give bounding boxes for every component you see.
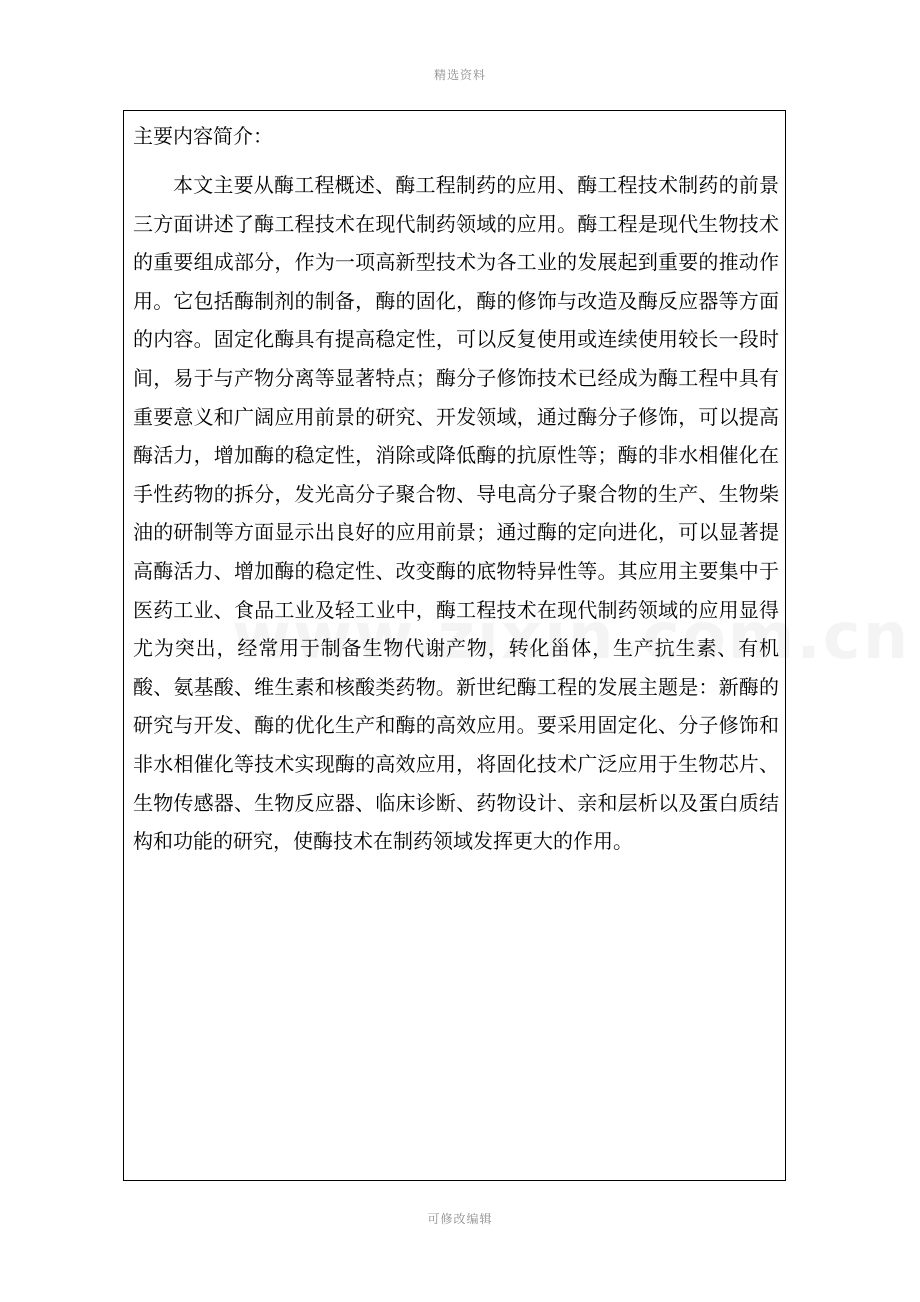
abstract-paragraph: 本文主要从酶工程概述、酶工程制药的应用、酶工程技术制药的前景三方面讲述了酶工程技术在现代制药领域的应用。酶工程是现代生物技术的重要组成部分，作为一项高新型技术为各工业的发展起到重要的推动作用。它包括酶制剂的制备，酶的固化，酶的修饰与改造及酶反应器等方面的内容。固定化酶具有提高稳定性，可以反复使用或连续使用较长一段时间，易于与产物分离等显著特点；酶分子修饰技术已经成为酶工程中具有重要意义和广阔应用前景的研究、开发领域，通过酶分子修饰，可以提高酶活力，增加酶的稳定性，消除或降低酶的抗原性等；酶的非水相催化在手性药物的拆分，发光高分子聚合物、导电高分子聚合物的生产、生物柴油的研制等方面显示出良好的应用前景；通过酶的定向进化，可以显著提高酶活力、增加酶的稳定性、改变酶的底物特异性等。其应用主要集中于医药工业、食品工业及轻工业中，酶工程技术在现代制药领域的应用显得尤为突出，经常用于制备生物代谢产物，转化甾体，生产抗生素、有机酸、氨基酸、维生素和核酸类药物。新世纪酶工程的发展主题是：新酶的研究与开发、酶的优化生产和酶的高效应用。要采用固定化、分子修饰和非水相催化等技术实现酶的高效应用，将固化技术广泛应用于生物芯片、生物传感器、生物反应器、临床诊断、药物设计、亲和层析以及蛋白质结构和功能的研究，使酶技术在制药领域发挥更大的作用。 [133,173,779,854]
page-footer-mark: 可修改编辑 [427,1212,493,1226]
content-table-cell [123,110,786,1181]
page-header-mark: 精选资料 [433,68,486,82]
section-title: 主要内容简介： [133,124,273,148]
